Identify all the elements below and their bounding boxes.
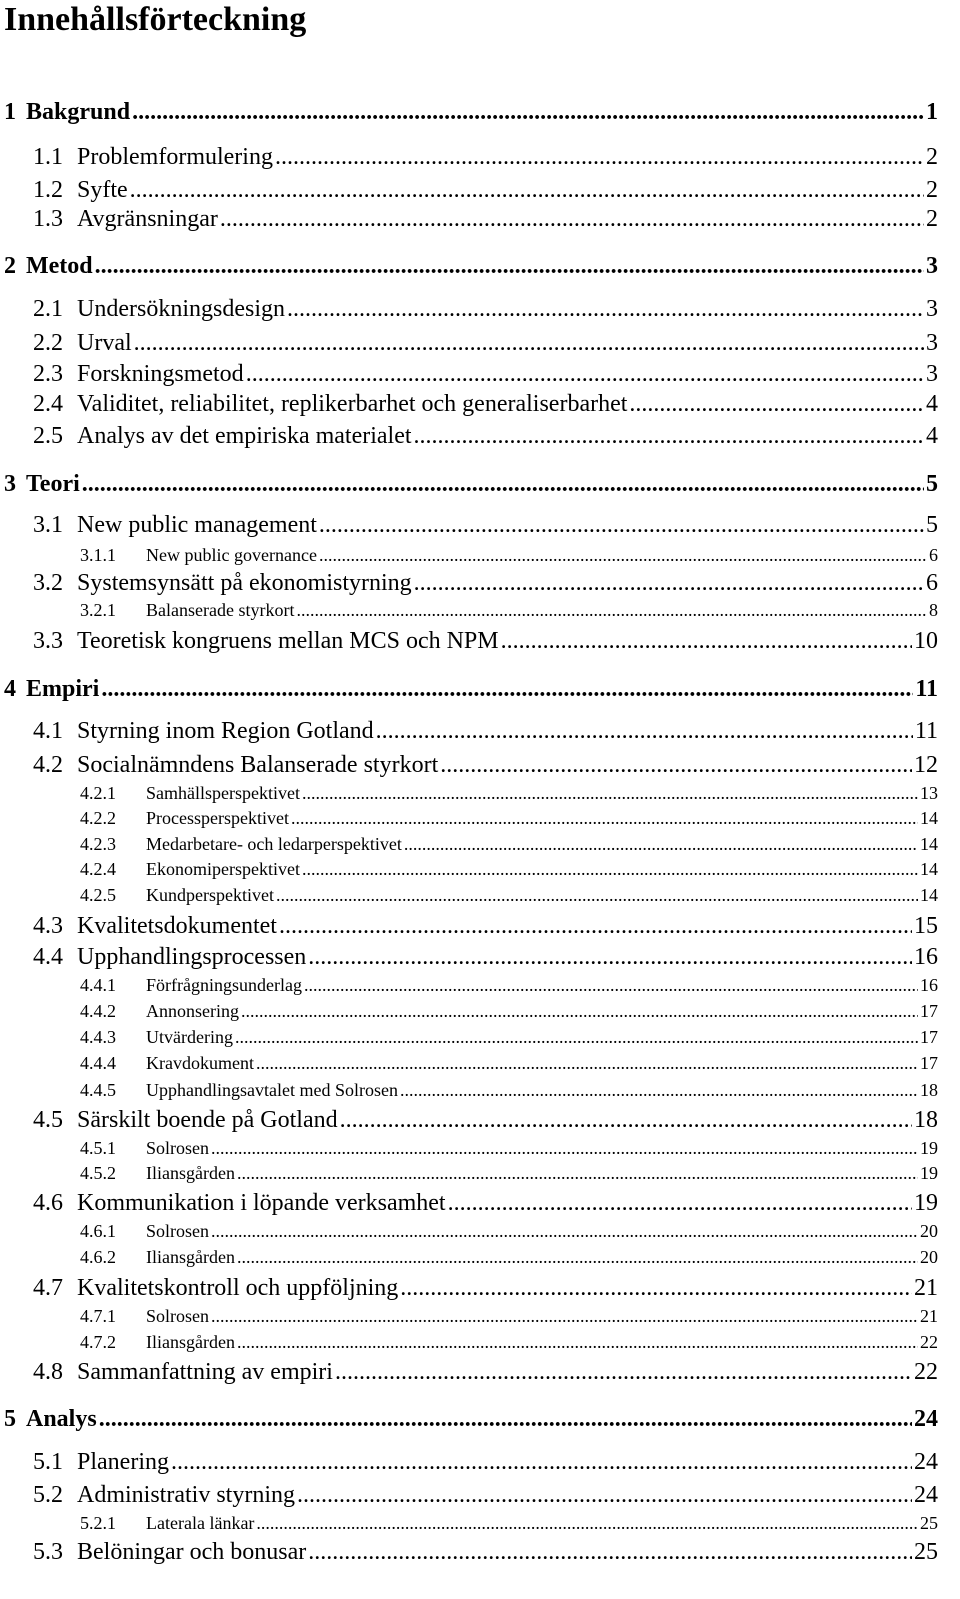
toc-entry-page-number: 12 — [914, 752, 938, 778]
toc-entry-title: Kravdokument — [146, 1053, 254, 1073]
toc-entry-level-2[interactable] — [33, 1188, 938, 1218]
dot-leader — [171, 1447, 912, 1477]
toc-entry-page-number: 3 — [926, 361, 938, 387]
toc-entry-page-number: 19 — [920, 1138, 938, 1158]
toc-entry-level-3[interactable] — [80, 1330, 938, 1354]
toc-entry-page-number: 3 — [926, 296, 938, 322]
toc-entry-number: 3.1 — [33, 512, 63, 538]
toc-entry-number: 4.7.2 — [80, 1332, 116, 1352]
toc-entry-level-2[interactable] — [33, 1105, 938, 1135]
toc-entry-page-number: 1 — [926, 99, 938, 125]
toc-entry-title: Forskningsmetod — [77, 361, 244, 387]
dot-leader — [400, 1078, 918, 1102]
toc-entry-number: 5 — [4, 1406, 16, 1432]
dot-leader — [308, 942, 912, 972]
dot-leader — [256, 1051, 918, 1075]
toc-entry-page-number: 18 — [914, 1107, 938, 1133]
toc-entry-number: 3.2.1 — [80, 600, 116, 620]
toc-entry-page-number: 6 — [926, 570, 938, 596]
toc-entry-page-number: 2 — [926, 144, 938, 170]
toc-entry-title: Styrning inom Region Gotland — [77, 718, 374, 744]
dot-leader — [99, 1404, 912, 1434]
toc-entry-number: 5.2.1 — [80, 1513, 116, 1533]
dot-leader — [235, 1025, 918, 1049]
dot-leader — [279, 911, 912, 941]
toc-entry-level-1[interactable] — [4, 469, 938, 499]
toc-entry-title: Problemformulering — [77, 144, 273, 170]
toc-entry-page-number: 3 — [926, 330, 938, 356]
toc-entry-level-3[interactable] — [80, 883, 938, 907]
toc-entry-number: 4.5.2 — [80, 1163, 116, 1183]
toc-entry-page-number: 24 — [914, 1482, 938, 1508]
toc-entry-page-number: 13 — [920, 783, 938, 803]
toc-entry-page-number: 15 — [914, 913, 938, 939]
toc-entry-title: Utvärdering — [146, 1027, 233, 1047]
toc-entry-number: 4.4.5 — [80, 1080, 116, 1100]
toc-entry-page-number: 4 — [926, 391, 938, 417]
toc-entry-level-3[interactable] — [80, 832, 938, 856]
toc-entry-number: 4.6.2 — [80, 1247, 116, 1267]
toc-entry-level-3[interactable] — [80, 806, 938, 830]
toc-entry-page-number: 19 — [914, 1190, 938, 1216]
toc-entry-title: Analys av det empiriska materialet — [77, 423, 412, 449]
toc-entry-title: Solrosen — [146, 1306, 209, 1326]
toc-entry-title: Urval — [77, 330, 132, 356]
toc-entry-title: Solrosen — [146, 1221, 209, 1241]
toc-entry-level-3[interactable] — [80, 1245, 938, 1269]
toc-entry-title: Kundperspektivet — [146, 885, 274, 905]
toc-entry-page-number: 19 — [920, 1163, 938, 1183]
toc-entry-title: Upphandlingsprocessen — [77, 944, 307, 970]
toc-entry-page-number: 22 — [920, 1332, 938, 1352]
toc-entry-title: Administrativ styrning — [77, 1482, 295, 1508]
toc-entry-number: 2.4 — [33, 391, 63, 417]
toc-entry-level-3[interactable] — [80, 1051, 938, 1075]
toc-entry-number: 1.3 — [33, 206, 63, 232]
toc-entry-level-1[interactable] — [4, 1404, 938, 1434]
toc-entry-number: 4.2.3 — [80, 834, 116, 854]
toc-entry-page-number: 14 — [920, 885, 938, 905]
toc-entry-level-2[interactable] — [33, 389, 938, 419]
toc-entry-page-number: 17 — [920, 1053, 938, 1073]
toc-entry-level-2[interactable] — [33, 716, 938, 746]
toc-entry-number: 4.4 — [33, 944, 63, 970]
toc-entry-title: Analys — [26, 1406, 97, 1432]
toc-entry-page-number: 16 — [914, 944, 938, 970]
toc-entry-level-3[interactable] — [80, 598, 938, 622]
toc-entry-level-2[interactable] — [33, 175, 938, 205]
toc-entry-number: 4.2.5 — [80, 885, 116, 905]
dot-leader — [304, 973, 918, 997]
dot-leader — [237, 1245, 918, 1269]
toc-entry-level-2[interactable] — [33, 294, 938, 324]
toc-entry-title: Förfrågningsunderlag — [146, 975, 302, 995]
toc-entry-title: Iliansgården — [146, 1163, 235, 1183]
dot-leader — [340, 1105, 912, 1135]
toc-entry-number: 4.2.1 — [80, 783, 116, 803]
toc-entry-page-number: 4 — [926, 423, 938, 449]
dot-leader — [440, 750, 912, 780]
dot-leader — [95, 251, 924, 281]
dot-leader — [400, 1273, 912, 1303]
toc-entry-title: Samhällsperspektivet — [146, 783, 300, 803]
toc-entry-page-number: 21 — [920, 1306, 938, 1326]
dot-leader — [241, 999, 918, 1023]
toc-entry-page-number: 14 — [920, 834, 938, 854]
toc-entry-page-number: 14 — [920, 808, 938, 828]
dot-leader — [246, 359, 924, 389]
toc-entry-level-3[interactable] — [80, 781, 938, 805]
toc-entry-level-3[interactable] — [80, 1161, 938, 1185]
toc-entry-page-number: 25 — [920, 1513, 938, 1533]
dot-leader — [101, 674, 913, 704]
toc-entry-number: 5.3 — [33, 1539, 63, 1565]
toc-entry-number: 2 — [4, 253, 16, 279]
toc-entry-number: 2.1 — [33, 296, 63, 322]
toc-entry-title: Iliansgården — [146, 1247, 235, 1267]
dot-leader — [302, 857, 918, 881]
toc-entry-title: Bakgrund — [26, 99, 131, 125]
toc-entry-page-number: 10 — [914, 628, 938, 654]
toc-entry-number: 4.4.3 — [80, 1027, 116, 1047]
toc-entry-level-3[interactable] — [80, 1025, 938, 1049]
toc-entry-page-number: 2 — [926, 177, 938, 203]
toc-entry-number: 4.2.4 — [80, 859, 116, 879]
toc-entry-level-3[interactable] — [80, 543, 938, 567]
toc-entry-level-2[interactable] — [33, 942, 938, 972]
toc-entry-number: 4.1 — [33, 718, 63, 744]
toc-entry-title: Upphandlingsavtalet med Solrosen — [146, 1080, 398, 1100]
toc-entry-level-1[interactable] — [4, 674, 938, 704]
toc-entry-number: 4.2.2 — [80, 808, 116, 828]
toc-entry-page-number: 2 — [926, 206, 938, 232]
toc-entry-page-number: 22 — [914, 1359, 938, 1385]
dot-leader — [211, 1304, 918, 1328]
toc-entry-title: Teori — [26, 471, 80, 497]
dot-leader — [335, 1357, 912, 1387]
dot-leader — [287, 294, 924, 324]
toc-entry-title: Planering — [77, 1449, 169, 1475]
toc-entry-title: Socialnämndens Balanserade styrkort — [77, 752, 439, 778]
toc-entry-number: 2.2 — [33, 330, 63, 356]
toc-entry-number: 3.2 — [33, 570, 63, 596]
toc-entry-page-number: 20 — [920, 1247, 938, 1267]
toc-entry-title: Iliansgården — [146, 1332, 235, 1352]
toc-entry-number: 1 — [4, 99, 16, 125]
toc-entry-title: New public governance — [146, 545, 317, 565]
toc-entry-number: 1.1 — [33, 144, 63, 170]
toc-entry-level-2[interactable] — [33, 359, 938, 389]
toc-entry-number: 4.7 — [33, 1275, 63, 1301]
dot-leader — [501, 626, 912, 656]
toc-entry-level-2[interactable] — [33, 1357, 938, 1387]
toc-entry-level-3[interactable] — [80, 1078, 938, 1102]
dot-leader — [82, 469, 924, 499]
dot-leader — [319, 543, 927, 567]
dot-leader — [130, 175, 924, 205]
toc-entry-level-2[interactable] — [33, 1447, 938, 1477]
dot-leader — [237, 1161, 918, 1185]
dot-leader — [134, 328, 924, 358]
toc-entry-number: 3 — [4, 471, 16, 497]
toc-entry-page-number: 17 — [920, 1001, 938, 1021]
toc-entry-level-2[interactable] — [33, 1273, 938, 1303]
dot-leader — [275, 142, 924, 172]
toc-entry-level-2[interactable] — [33, 421, 938, 451]
toc-entry-title: Processperspektivet — [146, 808, 289, 828]
toc-entry-level-3[interactable] — [80, 1219, 938, 1243]
toc-entry-number: 4.6 — [33, 1190, 63, 1216]
dot-leader — [414, 568, 924, 598]
toc-entry-number: 4.6.1 — [80, 1221, 116, 1241]
dot-leader — [302, 781, 918, 805]
toc-entry-number: 2.3 — [33, 361, 63, 387]
dot-leader — [308, 1537, 912, 1567]
toc-entry-number: 1.2 — [33, 177, 63, 203]
toc-entry-number: 3.3 — [33, 628, 63, 654]
toc-entry-title: Kvalitetskontroll och uppföljning — [77, 1275, 399, 1301]
toc-entry-number: 4.7.1 — [80, 1306, 116, 1326]
toc-entry-title: Undersökningsdesign — [77, 296, 285, 322]
toc-entry-title: Kvalitetsdokumentet — [77, 913, 277, 939]
toc-entry-title: Syfte — [77, 177, 128, 203]
toc-entry-number: 4.3 — [33, 913, 63, 939]
toc-entry-level-3[interactable] — [80, 857, 938, 881]
toc-entry-page-number: 21 — [914, 1275, 938, 1301]
toc-entry-page-number: 24 — [914, 1449, 938, 1475]
toc-entry-level-2[interactable] — [33, 510, 938, 540]
toc-entry-title: New public management — [77, 512, 317, 538]
dot-leader — [296, 598, 927, 622]
toc-entry-page-number: 14 — [920, 859, 938, 879]
toc-entry-level-3[interactable] — [80, 1304, 938, 1328]
toc-entry-title: Annonsering — [146, 1001, 239, 1021]
dot-leader — [256, 1511, 918, 1535]
toc-entry-number: 3.1.1 — [80, 545, 116, 565]
toc-entry-title: Ekonomiperspektivet — [146, 859, 300, 879]
toc-entry-level-3[interactable] — [80, 999, 938, 1023]
toc-entry-title: Balanserade styrkort — [146, 600, 295, 620]
toc-entry-title: Validitet, reliabilitet, replikerbarhet och generaliserbarhet — [77, 391, 628, 417]
toc-entry-number: 4.4.4 — [80, 1053, 116, 1073]
toc-entry-page-number: 16 — [920, 975, 938, 995]
dot-leader — [629, 389, 924, 419]
toc-entry-page-number: 24 — [914, 1406, 938, 1432]
toc-entry-page-number: 8 — [929, 600, 938, 620]
toc-entry-number: 2.5 — [33, 423, 63, 449]
toc-entry-level-2[interactable] — [33, 1537, 938, 1567]
toc-entry-number: 4.4.2 — [80, 1001, 116, 1021]
toc-entry-page-number: 18 — [920, 1080, 938, 1100]
toc-entry-number: 4.8 — [33, 1359, 63, 1385]
toc-entry-level-2[interactable] — [33, 568, 938, 598]
toc-entry-title: Medarbetare- och ledarperspektivet — [146, 834, 402, 854]
dot-leader — [448, 1188, 912, 1218]
toc-entry-title: Särskilt boende på Gotland — [77, 1107, 338, 1133]
toc-entry-title: Sammanfattning av empiri — [77, 1359, 333, 1385]
toc-entry-number: 4.2 — [33, 752, 63, 778]
toc-entry-level-3[interactable] — [80, 973, 938, 997]
toc-entry-page-number: 11 — [915, 676, 938, 702]
toc-entry-title: Belöningar och bonusar — [77, 1539, 307, 1565]
toc-entry-page-number: 25 — [914, 1539, 938, 1565]
toc-entry-page-number: 17 — [920, 1027, 938, 1047]
page-title: Innehållsförteckning — [4, 1, 307, 38]
toc-entry-title: Metod — [26, 253, 93, 279]
toc-entry-number: 5.1 — [33, 1449, 63, 1475]
toc-entry-number: 4 — [4, 676, 16, 702]
toc-entry-level-3[interactable] — [80, 1511, 938, 1535]
dot-leader — [319, 510, 924, 540]
dot-leader — [276, 883, 918, 907]
toc-entry-title: Laterala länkar — [146, 1513, 255, 1533]
toc-entry-title: Kommunikation i löpande verksamhet — [77, 1190, 446, 1216]
toc-entry-page-number: 6 — [929, 545, 938, 565]
toc-entry-page-number: 11 — [914, 718, 938, 744]
dot-leader — [132, 97, 924, 127]
toc-entry-page-number: 5 — [926, 512, 938, 538]
dot-leader — [404, 832, 918, 856]
dot-leader — [220, 204, 924, 234]
toc-entry-title: Avgränsningar — [77, 206, 218, 232]
toc-entry-number: 4.4.1 — [80, 975, 116, 995]
toc-entry-number: 4.5 — [33, 1107, 63, 1133]
toc-entry-level-2[interactable] — [33, 911, 938, 941]
toc-entry-level-2[interactable] — [33, 204, 938, 234]
toc-entry-title: Systemsynsätt på ekonomistyrning — [77, 570, 412, 596]
dot-leader — [414, 421, 924, 451]
toc-entry-level-2[interactable] — [33, 750, 938, 780]
dot-leader — [297, 1480, 912, 1510]
dot-leader — [291, 806, 918, 830]
toc-entry-level-2[interactable] — [33, 1480, 938, 1510]
toc-entry-number: 4.5.1 — [80, 1138, 116, 1158]
toc-entry-level-2[interactable] — [33, 626, 938, 656]
toc-entry-level-2[interactable] — [33, 328, 938, 358]
toc-entry-level-1[interactable] — [4, 97, 938, 127]
dot-leader — [376, 716, 913, 746]
toc-entry-title: Empiri — [26, 676, 100, 702]
toc-entry-title: Teoretisk kongruens mellan MCS och NPM — [77, 628, 499, 654]
toc-entry-page-number: 5 — [926, 471, 938, 497]
toc-entry-title: Solrosen — [146, 1138, 209, 1158]
dot-leader — [211, 1219, 918, 1243]
toc-entry-number: 5.2 — [33, 1482, 63, 1508]
toc-entry-level-1[interactable] — [4, 251, 938, 281]
toc-entry-level-3[interactable] — [80, 1136, 938, 1160]
toc-entry-level-2[interactable] — [33, 142, 938, 172]
dot-leader — [237, 1330, 918, 1354]
toc-entry-page-number: 3 — [926, 253, 938, 279]
dot-leader — [211, 1136, 918, 1160]
toc-entry-page-number: 20 — [920, 1221, 938, 1241]
